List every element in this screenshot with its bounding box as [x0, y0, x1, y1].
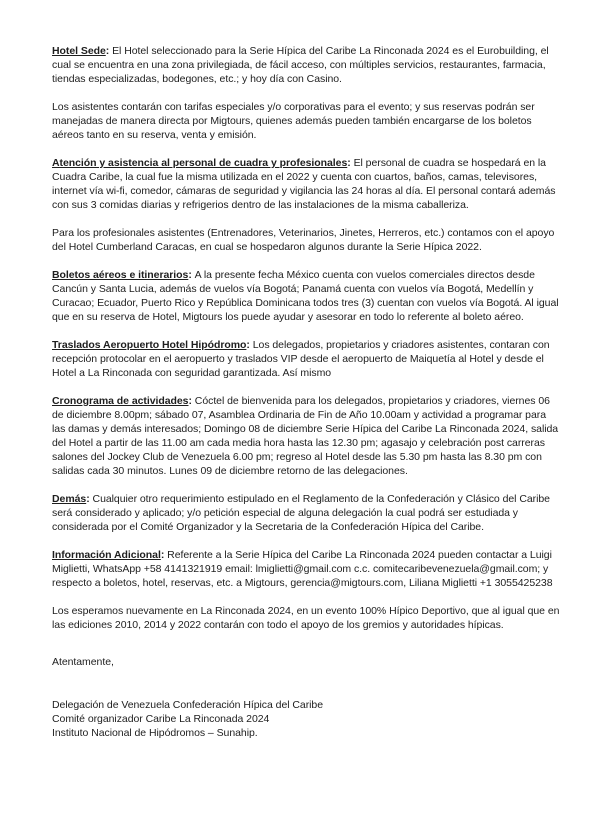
paragraph-heading: Traslados Aeropuerto Hotel Hipódromo: [52, 339, 247, 351]
heading-colon: :: [188, 269, 195, 281]
heading-colon: :: [246, 339, 253, 351]
paragraph-cronograma: [52, 394, 562, 478]
paragraph-heading: Demás: [52, 493, 87, 505]
heading-colon: :: [188, 395, 195, 407]
paragraph-informacion-adicional: [52, 548, 562, 590]
heading-colon: :: [105, 45, 113, 57]
paragraph-heading: Información Adicional: [52, 549, 161, 561]
signature-line-comite: Comité organizador Caribe La Rinconada 2024: [52, 713, 270, 725]
paragraph-text: Los asistentes contarán con tarifas especiales y/o corporativas para el evento; y sus reservas podrán ser manejadas de manera directa por Migtours, quienes además pueden también encargarse de los boletos aéreos tanto en su reserva, venta y emisión.: [52, 101, 535, 141]
paragraph-text: Cualquier otro requerimiento estipulado en el Reglamento de la Confederación y Clásico del Caribe será considerado y aplicado; y/o petición especial de alguna delegación la cual podrá ser estudiada y considerada por el Comité Organizador y la Secretaria de la Confederación Hípica del Caribe.: [52, 493, 550, 533]
document-content: [52, 44, 562, 740]
paragraph-boletos-aereos: [52, 268, 562, 324]
paragraph-text: Cóctel de bienvenida para los delegados, propietarios y criadores, viernes 06 de diciembre 8.00pm; sábado 07, Asamblea Ordinaria de Fin de Año 10.00am y actividad a programar para las damas y demás interesados; Domingo 08 de diciembre Serie Hípica del Caribe La Rinconada 2024, salida del Hotel a partir de las 11.00 am cada media hora hasta las 12.30 pm; agasajo y celebración post carreras salones del Jockey Club de Venezuela 6.00 pm; regreso al Hotel desde las 5.30 pm hasta las 8.30 pm con salidas cada 30 minutos. Lunes 09 de diciembre retorno de las delegaciones.: [52, 395, 559, 477]
signature-line-delegacion: Delegación de Venezuela Confederación Hípica del Caribe: [52, 699, 324, 711]
paragraph-despedida: [52, 604, 562, 632]
paragraph-profesionales: [52, 226, 562, 254]
signature-block: [52, 698, 562, 740]
paragraph-traslados: [52, 338, 562, 380]
paragraph-text: A la presente fecha México cuenta con vuelos comerciales directos desde Cancún y Santa Lucia, además de vuelos vía Bogotá; Panamá cuenta con vuelos vía Bogotá, Medellín y Curacao; Ecuador, Puerto Rico y República Dominicana todos tres (3) cuentan con vuelos vía Bogotá. Al igual que en su reserva de Hotel, Migtours los puede ayudar y asesorar en todo lo referente al boleto aéreo.: [52, 269, 559, 323]
heading-colon: :: [160, 549, 168, 561]
paragraph-text: Para los profesionales asistentes (Entrenadores, Veterinarios, Jinetes, Herreros, etc.) contamos con el apoyo del Hotel Cumberland Caracas, en cual se hospedaron algunos durante la Serie Hípica 2022.: [52, 227, 555, 253]
heading-colon: :: [347, 157, 354, 169]
heading-colon: :: [86, 493, 93, 505]
paragraph-heading: Hotel Sede: [52, 45, 106, 57]
signature-line-instituto: Instituto Nacional de Hipódromos – Sunahip.: [52, 727, 258, 739]
paragraph-tarifas: [52, 100, 562, 142]
paragraph-heading: Boletos aéreos e itinerarios: [52, 269, 189, 281]
closing-salutation: Atentamente,: [52, 656, 114, 668]
paragraph-demas: [52, 492, 562, 534]
paragraph-text: Los esperamos nuevamente en La Rinconada 2024, en un evento 100% Hípico Deportivo, que al igual que en las ediciones 2010, 2014 y 2022 contarán con todo el apoyo de los gremios y autoridades hípicas.: [52, 605, 560, 631]
paragraph-text: Referente a la Serie Hípica del Caribe La Rinconada 2024 pueden contactar a Luigi Miglietti, WhatsApp +58 4141321919 email: lmiglietti@gmail.com c.c. comitecaribevenezuela@gmail.com; y respecto a boletos, hotel, reservas, etc. a Migtours, gerencia@migtours.com, Liliana Miglietti +1 3055425238: [52, 549, 553, 589]
paragraph-text: Los delegados, propietarios y criadores asistentes, contaran con recepción protocolar en el aeropuerto y traslados VIP desde el aeropuerto de Maiquetía al Hotel y desde el Hotel a La Rinconada con seguridad garantizada. Así mismo: [52, 339, 550, 379]
paragraph-atencion-personal: [52, 156, 562, 212]
paragraph-text: El Hotel seleccionado para la Serie Hípica del Caribe La Rinconada 2024 es el Eurobuilding, el cual se encuentra en una zona privilegiada, de fácil acceso, con múltiples servicios, restaurantes, farmacia, tiendas especializadas, bodegones, etc.; y hoy día con Casino.: [52, 45, 549, 85]
paragraph-hotel-sede: [52, 44, 562, 86]
paragraph-heading: Cronograma de actividades: [52, 395, 189, 407]
paragraph-heading: Atención y asistencia al personal de cuadra y profesionales: [52, 157, 348, 169]
paragraph-text: El personal de cuadra se hospedará en la Cuadra Caribe, la cual fue la misma utilizada en el 2022 y cuenta con cuartos, baños, camas, televisores, internet vía wi-fi, comedor, cámaras de seguridad y vigilancia las 24 horas al día. El personal contará además con sus 3 comidas diarias y refrigerios dentro de las instalaciones de la misma caballeriza.: [52, 157, 556, 211]
